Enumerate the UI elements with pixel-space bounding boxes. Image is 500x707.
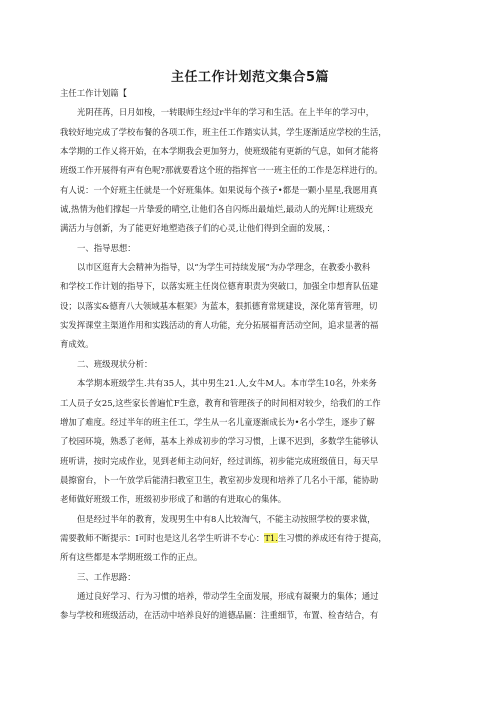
text-line: 设；以落实&德育八大领域基本框架》为蓝本，狠抓德育常规建设，深化第育管理，切 <box>60 300 378 311</box>
text-line: 参与学校和班级活动，在活动中培养良好的道德品匾：注重细节，布置、检杳结合，有 <box>60 610 379 621</box>
text-line: 了校园环境，熟悉了老师，基本上养成初步的学习习惯，上课不迟到，多数学生能够认 <box>60 436 379 447</box>
text-line: 所有这些都是本学期班级工作的正点。 <box>60 552 203 563</box>
text-line: 晨擦窗台，卜一午放学后能清扫教室卫生，教室初步发现和培养了几名小干部，能协助 <box>60 474 379 485</box>
section-heading: 一、指导思想： <box>77 242 136 253</box>
section-heading: 二、班级现状分析： <box>77 358 153 369</box>
section-heading: 三、工作思路： <box>77 571 136 582</box>
text-line: 以市区逛育大会精神为指导，以“为学生可持续发展”为办学理念，在教委小教科 <box>77 262 371 273</box>
text-line: 诚,热情为他们撑起一片挚爱的晴空,让他们各自闪烁出最灿烂,最动人的光辉!让班级充 <box>60 204 373 215</box>
text-line: 光阴荏苒，日月如梭，一转眼师生经过r半年的学习和生活。在上半年的学习中， <box>77 107 375 118</box>
text-line: 实发挥课堂主渠道作用和实践活动的育人功能，充分拓展福育活动空间，追求显著的福 <box>60 320 379 331</box>
text-line: 本学期的工作乂将开始，在本学期我会更加努力，使班级能有更新的气息，如何才能将 <box>60 146 379 157</box>
text-line: 班级工作开展得有声有色呢?那就要看这个班的指挥官一一班主任的工作是怎样进行的。 <box>60 165 383 176</box>
text-line: 通过良好学习、行为习惯的培养，带动学生全面发展，形成有凝聚力的集体；通过 <box>77 590 379 601</box>
text-line: 育成效。 <box>60 339 94 350</box>
text-line: 有人说：一个好班主任就是一个好班集体。如果说每个孩子•都是一颗小星星,我愿用真 <box>60 184 378 195</box>
text-line: 工人员子女25,这些家长普遍忙F生意，教育和管理孩子的时间相对较少，给我们的工作 <box>60 397 381 408</box>
text-line: 本学期本班级学生.共有35人，其中男生21.人,女牛M人。本市学生10名，外来务 <box>77 378 377 389</box>
text-line: 我较好地完成了学校布餐的各项工作，班主任工作踏实认其，学生逐渐适应学校的生活， <box>60 126 387 137</box>
highlighted-text: T1. <box>264 532 278 543</box>
text-line: 增加了难度。经过半年的班主任工，学生从一名儿童逐渐成长为•名小学生，逐步了解 <box>60 416 375 427</box>
text-line: 但是经过半年的教育，发现男生中有8人比较淘气，不能主动按照学校的要求做， <box>77 513 376 524</box>
text-line: 满活力与创新，为了能更好地塑造孩子们的心灵,让他们得到全面的发展，： <box>60 223 335 234</box>
text-line: 和学校工作计划的指导下，以落实班主任岗位德育职责为突破口，加强全巾想育队伍建 <box>60 281 379 292</box>
text-line: 班听讲，按时完成作业，见到老师主动问好，经过训练，初步能完成班级值日，每天早 <box>60 455 379 466</box>
section-label: 主任工作计划篇【 <box>60 88 127 98</box>
document-title: 主任工作计划范文集合5篇 <box>170 70 330 85</box>
text-line: 需要教师不断提示：I可时也是这儿名学生听讲不专心：T1.生习惯的养成还有待于提高， <box>60 532 387 543</box>
document-body <box>60 84 440 626</box>
text-line: 老师做好班级工作，班级初步形成了和谐的有进取心的集体。 <box>60 494 287 505</box>
